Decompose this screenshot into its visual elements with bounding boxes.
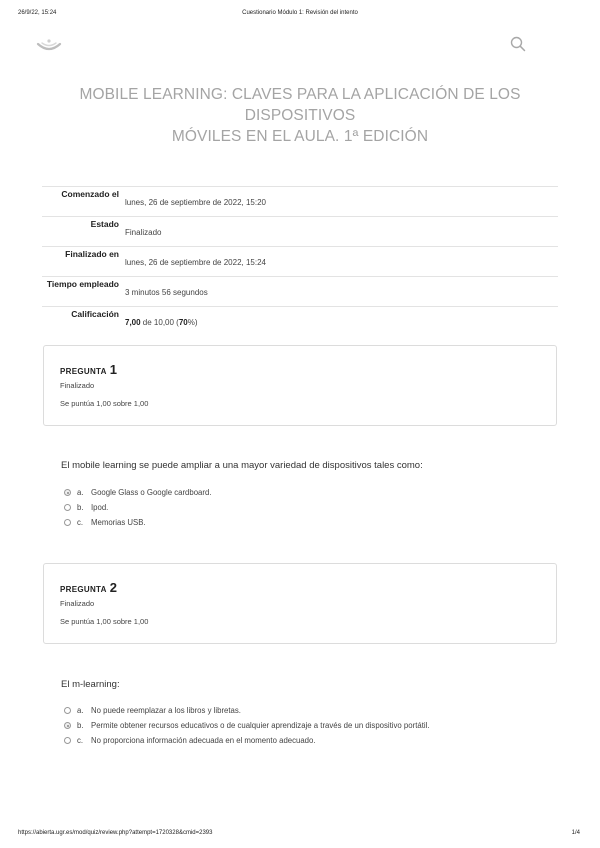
- logo-icon[interactable]: [36, 38, 62, 54]
- print-page-number: 1/4: [571, 830, 580, 836]
- search-icon[interactable]: [510, 36, 526, 52]
- summary-row-time: [42, 276, 558, 306]
- option-letter: c.: [77, 518, 84, 527]
- option-text: No puede reemplazar a los libros y libretas.: [91, 706, 241, 715]
- option-letter: a.: [77, 488, 84, 497]
- radio-icon[interactable]: [64, 737, 71, 744]
- summary-row-grade: [42, 306, 558, 336]
- option-letter: a.: [77, 706, 84, 715]
- option-letter: c.: [77, 736, 84, 745]
- radio-checked-icon[interactable]: [64, 722, 71, 729]
- print-datetime: 26/9/22, 15:24: [18, 10, 57, 16]
- radio-icon[interactable]: [64, 707, 71, 714]
- summary-row-finished: [42, 246, 558, 276]
- radio-icon[interactable]: [64, 504, 71, 511]
- summary-label: Finalizado en: [65, 249, 119, 259]
- summary-label: Tiempo empleado: [46, 279, 119, 289]
- summary-value: lunes, 26 de septiembre de 2022, 15:24: [125, 258, 266, 267]
- question-state: Finalizado: [60, 599, 95, 608]
- grade-percent: 70: [178, 318, 188, 327]
- option-letter: b.: [77, 721, 84, 730]
- print-page-title: Cuestionario Módulo 1: Revisión del intento: [242, 10, 358, 16]
- radio-checked-icon[interactable]: [64, 489, 71, 496]
- summary-row-started: [42, 186, 558, 216]
- answer-option[interactable]: [64, 718, 430, 733]
- summary-row-state: [42, 216, 558, 246]
- question-grade: Se puntúa 1,00 sobre 1,00: [60, 617, 149, 626]
- option-text: No proporciona información adecuada en el momento adecuado.: [91, 736, 316, 745]
- option-text: Memorias USB.: [91, 518, 146, 527]
- course-title: [30, 84, 570, 147]
- question-number: 2: [109, 580, 118, 595]
- grade-end: %): [187, 318, 198, 327]
- attempt-summary-table: [42, 186, 558, 336]
- grade-value: [125, 318, 198, 327]
- option-text: Ipod.: [91, 503, 109, 512]
- summary-value: lunes, 26 de septiembre de 2022, 15:20: [125, 198, 266, 207]
- question-info-box: [43, 345, 557, 426]
- print-url[interactable]: https://abierta.ugr.es/mod/quiz/review.php?attempt=1720328&cmid=2393: [18, 830, 213, 836]
- question-label: [60, 362, 117, 377]
- question-grade: Se puntúa 1,00 sobre 1,00: [60, 399, 149, 408]
- course-title-line-1: MOBILE LEARNING: CLAVES PARA LA APLICACIÓN DE LOS DISPOSITIVOS: [79, 86, 521, 124]
- question-info-box: [43, 563, 557, 644]
- summary-value: 3 minutos 56 segundos: [125, 288, 208, 297]
- option-letter: b.: [77, 503, 84, 512]
- question-label-text: PREGUNTA: [60, 367, 107, 376]
- question-state: Finalizado: [60, 381, 95, 390]
- answer-option[interactable]: [64, 733, 430, 748]
- question-label: [60, 580, 117, 595]
- summary-label: Comenzado el: [61, 189, 119, 199]
- answer-option[interactable]: [64, 703, 430, 718]
- answer-option[interactable]: [64, 500, 212, 515]
- question-number: 1: [109, 362, 118, 377]
- question-label-text: PREGUNTA: [60, 585, 107, 594]
- grade-middle: de 10,00 (: [140, 318, 179, 327]
- answer-option[interactable]: [64, 485, 212, 500]
- radio-icon[interactable]: [64, 519, 71, 526]
- option-text: Google Glass o Google cardboard.: [91, 488, 212, 497]
- answer-options: [64, 485, 212, 530]
- grade-score: 7,00: [125, 318, 141, 327]
- summary-label: Estado: [90, 219, 119, 229]
- summary-value: Finalizado: [125, 228, 162, 237]
- course-title-line-2: MÓVILES EN EL AULA. 1ª EDICIÓN: [171, 128, 429, 145]
- answer-option[interactable]: [64, 515, 212, 530]
- grade-label: Calificación: [71, 309, 119, 319]
- option-text: Permite obtener recursos educativos o de cualquier aprendizaje a través de un dispositivo portátil.: [91, 721, 430, 730]
- question-text: El m-learning:: [61, 679, 120, 690]
- question-text: El mobile learning se puede ampliar a una mayor variedad de dispositivos tales como:: [61, 460, 423, 471]
- answer-options: [64, 703, 430, 748]
